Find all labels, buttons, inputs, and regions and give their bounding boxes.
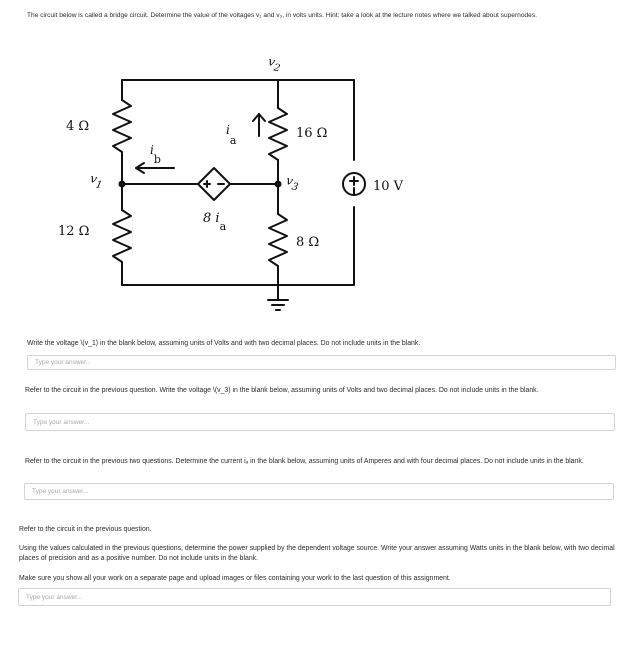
source-10v-label: 10 V [373, 179, 404, 194]
question-4-answer-input[interactable] [18, 588, 611, 606]
dep-source-label: 8 $i_a$ [203, 211, 227, 233]
r-8ohm-label: 8 Ω [296, 235, 320, 250]
r-12ohm-label: 12 Ω [58, 224, 90, 239]
ia-label: ia [226, 123, 237, 147]
question-4-text-3: Make sure you show all your work on a separate page and upload images or files containing your work to the last question of this assignment. [19, 575, 451, 582]
question-3-text: Refer to the circuit in the previous two questions. Determine the current iₐ in the blank below, assuming units of Amperes and with four decimal places. Do not include units in the blank. [25, 458, 584, 465]
resistor-12ohm [113, 210, 131, 262]
v2-label: $v_2$ [266, 54, 282, 75]
question-1-answer-input[interactable] [27, 355, 616, 370]
v3-label: $v_3$ [284, 173, 300, 194]
question-4-text-1: Refer to the circuit in the previous question. [19, 526, 152, 533]
question-4-text-2: Using the values calculated in the previous questions, determine the power supplied by the dependent voltage source. Write your answer assuming Watts units in the blank below, with two decimal places of precision and as a positive number. Do not include units in the blank. [19, 545, 615, 562]
r-4ohm-label: 4 Ω [66, 119, 90, 134]
resistor-8ohm [269, 214, 287, 266]
question-3-answer-input[interactable] [24, 483, 614, 500]
intro-text: The circuit below is called a bridge circuit. Determine the value of the voltages v₁ and v₃, in volts units. Hint: take a look at the lecture notes where we talked about supernodes. [27, 12, 537, 19]
node-v3-dot [275, 181, 282, 188]
dependent-voltage-source [198, 168, 230, 200]
r-16ohm-label: 16 Ω [296, 126, 328, 141]
resistor-4ohm [113, 100, 131, 152]
node-v1-dot [119, 181, 126, 188]
question-2-text: Refer to the circuit in the previous question. Write the voltage \(v_3) in the blank below, assuming units of Volts and two decimal places. Do not include units in the blank. [25, 387, 539, 394]
resistor-16ohm [269, 108, 287, 160]
question-1-text: Write the voltage \(v_1) in the blank below, assuming units of Volts and with two decimal places. Do not include units in the blank. [27, 340, 421, 347]
question-2-answer-input[interactable] [25, 413, 615, 431]
v1-label: $v_1$ [88, 171, 104, 192]
ib-label: ib [150, 143, 161, 166]
